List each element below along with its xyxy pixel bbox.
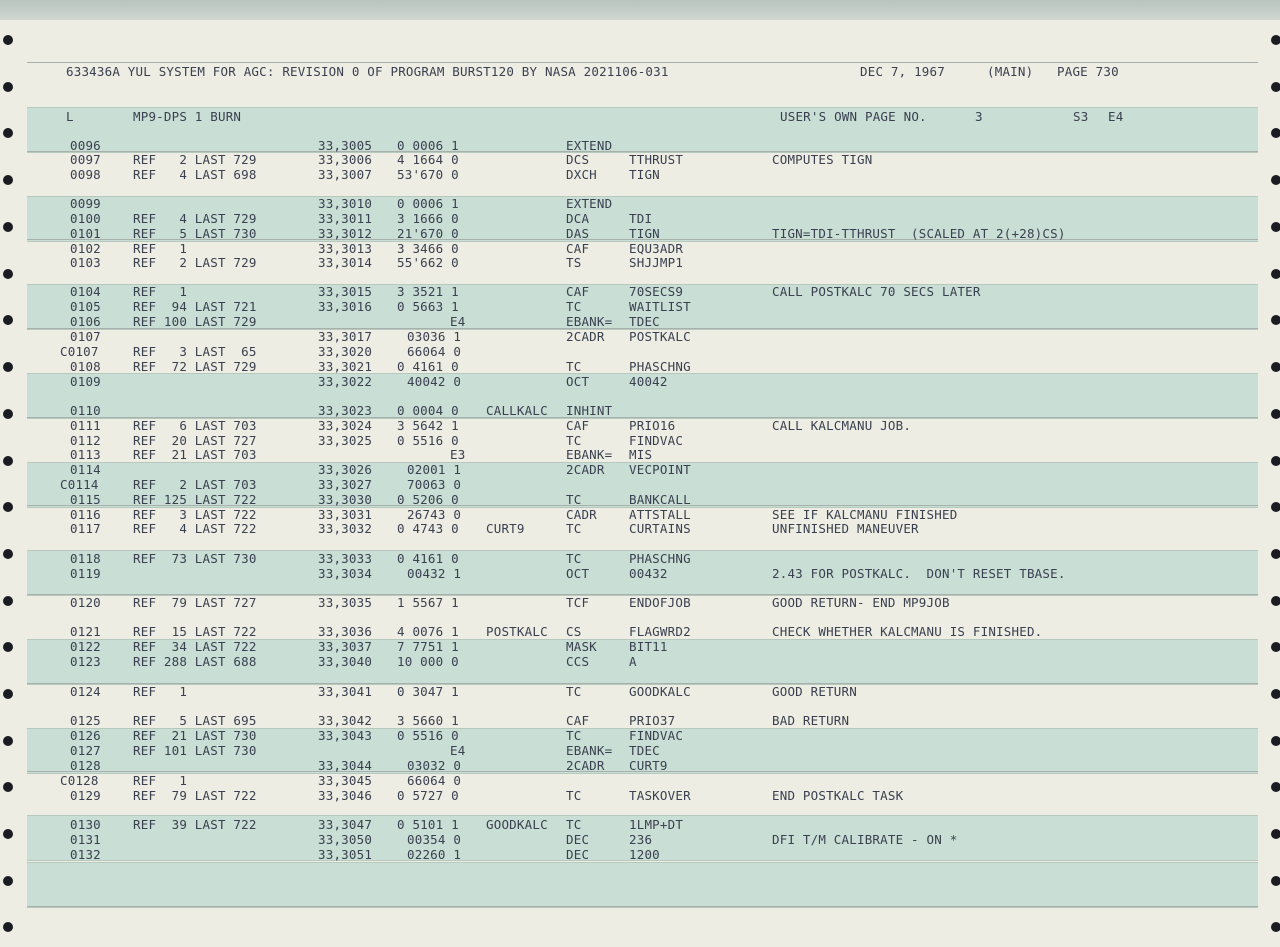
opcode-field: DAS (566, 226, 590, 241)
operand-field: FINDVAC (629, 433, 684, 448)
sprocket-hole (3, 362, 13, 372)
word-field: 0 5516 0 (397, 433, 459, 448)
line-number: C0128 (60, 773, 99, 788)
label-field: CALLKALC (486, 403, 548, 418)
sprocket-hole (3, 549, 13, 559)
opcode-field: TS (566, 255, 582, 270)
address-field: 33,3047 (318, 817, 373, 832)
word-field: 66064 0 (407, 344, 462, 359)
greenbar-band (27, 862, 1258, 908)
operand-field: BIT11 (629, 639, 668, 654)
line-number: 0100 (70, 211, 101, 226)
users-page-number: 3 (975, 109, 983, 124)
sprocket-hole (3, 409, 13, 419)
line-number: 0120 (70, 595, 101, 610)
sprocket-hole (1271, 829, 1280, 839)
line-number: 0123 (70, 654, 101, 669)
line-number: 0115 (70, 492, 101, 507)
address-field: 33,3027 (318, 477, 373, 492)
opcode-field: DCS (566, 152, 590, 167)
operand-field: 40042 (629, 374, 668, 389)
opcode-field: CAF (566, 284, 590, 299)
word-field: 00432 1 (407, 566, 462, 581)
operand-field: PHASCHNG (629, 551, 691, 566)
sprocket-hole (1271, 456, 1280, 466)
sprocket-hole (1271, 128, 1280, 138)
opcode-field: CADR (566, 507, 597, 522)
word-field: 53'670 0 (397, 167, 459, 182)
opcode-field: DEC (566, 847, 590, 862)
word-field: E4 (450, 314, 466, 329)
address-field: 33,3021 (318, 359, 373, 374)
comment-field: GOOD RETURN- END MP9JOB (772, 595, 950, 610)
address-field: 33,3013 (318, 241, 373, 256)
ref-field: REF 21 LAST 730 (133, 728, 257, 743)
opcode-field: TC (566, 684, 582, 699)
address-field: 33,3016 (318, 299, 373, 314)
line-number: 0130 (70, 817, 101, 832)
opcode-field: OCT (566, 374, 590, 389)
ref-field: REF 1 (133, 284, 188, 299)
opcode-field: CAF (566, 713, 590, 728)
operand-field: CURTAINS (629, 521, 691, 536)
address-field: 33,3010 (318, 196, 373, 211)
users-page-label: USER'S OWN PAGE NO. (780, 109, 927, 124)
word-field: 21'670 0 (397, 226, 459, 241)
opcode-field: OCT (566, 566, 590, 581)
word-field: 3 3521 1 (397, 284, 459, 299)
word-field: 55'662 0 (397, 255, 459, 270)
address-field: 33,3042 (318, 713, 373, 728)
opcode-field: TC (566, 433, 582, 448)
address-field: 33,3022 (318, 374, 373, 389)
address-field: 33,3026 (318, 462, 373, 477)
listing-type: L (66, 109, 74, 124)
address-field: 33,3024 (318, 418, 373, 433)
address-field: 33,3045 (318, 773, 373, 788)
opcode-field: CS (566, 624, 582, 639)
sprocket-hole (1271, 876, 1280, 886)
line-number: 0113 (70, 447, 101, 462)
ref-field: REF 34 LAST 722 (133, 639, 257, 654)
comment-field: UNFINISHED MANEUVER (772, 521, 919, 536)
address-field: 33,3043 (318, 728, 373, 743)
operand-field: 1LMP+DT (629, 817, 684, 832)
opcode-field: TC (566, 521, 582, 536)
word-field: 0 4743 0 (397, 521, 459, 536)
operand-field: ENDOFJOB (629, 595, 691, 610)
ref-field: REF 2 LAST 703 (133, 477, 257, 492)
operand-field: 00432 (629, 566, 668, 581)
address-field: 33,3023 (318, 403, 373, 418)
operand-field: GOODKALC (629, 684, 691, 699)
operand-field: 1200 (629, 847, 660, 862)
opcode-field: 2CADR (566, 329, 605, 344)
sprocket-hole (3, 736, 13, 746)
ref-field: REF 3 LAST 722 (133, 507, 257, 522)
opcode-field: TC (566, 817, 582, 832)
operand-field: POSTKALC (629, 329, 691, 344)
line-number: 0097 (70, 152, 101, 167)
operand-field: TIGN (629, 226, 660, 241)
ref-field: REF 21 LAST 703 (133, 447, 257, 462)
address-field: 33,3041 (318, 684, 373, 699)
operand-field: PRIO16 (629, 418, 676, 433)
line-number: C0107 (60, 344, 99, 359)
ref-field: REF 4 LAST 729 (133, 211, 257, 226)
word-field: 3 5660 1 (397, 713, 459, 728)
ref-field: REF 39 LAST 722 (133, 817, 257, 832)
sprocket-hole (1271, 689, 1280, 699)
word-field: 1 5567 1 (397, 595, 459, 610)
line-number: 0124 (70, 684, 101, 699)
ref-field: REF 288 LAST 688 (133, 654, 257, 669)
sprocket-hole (3, 222, 13, 232)
row-rule (27, 906, 1258, 907)
ref-field: REF 72 LAST 729 (133, 359, 257, 374)
sprocket-hole (3, 456, 13, 466)
word-field: 3 5642 1 (397, 418, 459, 433)
address-field: 33,3014 (318, 255, 373, 270)
operand-field: EQU3ADR (629, 241, 684, 256)
sprocket-hole (3, 269, 13, 279)
ref-field: REF 1 (133, 684, 188, 699)
opcode-field: EBANK= (566, 447, 613, 462)
sprocket-hole (3, 502, 13, 512)
sprocket-hole (1271, 922, 1280, 932)
address-field: 33,3040 (318, 654, 373, 669)
sprocket-hole (1271, 82, 1280, 92)
operand-field: TIGN (629, 167, 660, 182)
opcode-field: 2CADR (566, 462, 605, 477)
operand-field: TASKOVER (629, 788, 691, 803)
label-field: GOODKALC (486, 817, 548, 832)
operand-field: ATTSTALL (629, 507, 691, 522)
sprocket-hole (3, 922, 13, 932)
word-field: E4 (450, 743, 466, 758)
word-field: E3 (450, 447, 466, 462)
address-field: 33,3051 (318, 847, 373, 862)
address-field: 33,3012 (318, 226, 373, 241)
line-number: 0121 (70, 624, 101, 639)
operand-field: BANKCALL (629, 492, 691, 507)
line-number: 0132 (70, 847, 101, 862)
line-number: 0112 (70, 433, 101, 448)
operand-field: TDEC (629, 743, 660, 758)
sprocket-hole (1271, 782, 1280, 792)
word-field: 0 5516 0 (397, 728, 459, 743)
comment-field: BAD RETURN (772, 713, 850, 728)
opcode-field: TCF (566, 595, 590, 610)
opcode-field: CAF (566, 241, 590, 256)
sprocket-hole (1271, 642, 1280, 652)
sprocket-hole (1271, 736, 1280, 746)
opcode-field: TC (566, 299, 582, 314)
word-field: 00354 0 (407, 832, 462, 847)
word-field: 0 5727 0 (397, 788, 459, 803)
line-number: 0096 (70, 138, 101, 153)
word-field: 03036 1 (407, 329, 462, 344)
ref-field: REF 94 LAST 721 (133, 299, 257, 314)
sprocket-hole (3, 128, 13, 138)
address-field: 33,3046 (318, 788, 373, 803)
opcode-field: EXTEND (566, 138, 613, 153)
address-field: 33,3044 (318, 758, 373, 773)
sprocket-hole (1271, 596, 1280, 606)
line-number: 0129 (70, 788, 101, 803)
word-field: 40042 0 (407, 374, 462, 389)
word-field: 26743 0 (407, 507, 462, 522)
address-field: 33,3030 (318, 492, 373, 507)
line-number: 0099 (70, 196, 101, 211)
ref-field: REF 1 (133, 773, 188, 788)
row-rule (27, 62, 1258, 63)
ref-field: REF 1 (133, 241, 188, 256)
line-number: 0111 (70, 418, 101, 433)
opcode-field: TC (566, 728, 582, 743)
line-number: 0109 (70, 374, 101, 389)
line-number: 0106 (70, 314, 101, 329)
address-field: 33,3006 (318, 152, 373, 167)
line-number: 0118 (70, 551, 101, 566)
operand-field: CURT9 (629, 758, 668, 773)
operand-field: PRIO37 (629, 713, 676, 728)
operand-field: TTHRUST (629, 152, 684, 167)
line-number: C0114 (60, 477, 99, 492)
opcode-field: CAF (566, 418, 590, 433)
operand-field: 236 (629, 832, 653, 847)
line-number: 0114 (70, 462, 101, 477)
ref-field: REF 125 LAST 722 (133, 492, 257, 507)
sprocket-hole (1271, 35, 1280, 45)
opcode-field: 2CADR (566, 758, 605, 773)
sprocket-hole (3, 175, 13, 185)
operand-field: TDI (629, 211, 653, 226)
address-field: 33,3037 (318, 639, 373, 654)
comment-field: COMPUTES TIGN (772, 152, 873, 167)
line-number: 0119 (70, 566, 101, 581)
listing-title: MP9-DPS 1 BURN (133, 109, 242, 124)
ref-field: REF 5 LAST 730 (133, 226, 257, 241)
operand-field: 70SECS9 (629, 284, 684, 299)
word-field: 02001 1 (407, 462, 462, 477)
opcode-field: EBANK= (566, 314, 613, 329)
comment-field: CHECK WHETHER KALCMANU IS FINISHED. (772, 624, 1043, 639)
line-number: 0098 (70, 167, 101, 182)
label-field: POSTKALC (486, 624, 548, 639)
sprocket-hole (3, 35, 13, 45)
opcode-field: EBANK= (566, 743, 613, 758)
opcode-field: TC (566, 492, 582, 507)
opcode-field: DXCH (566, 167, 597, 182)
paper-top-edge (0, 0, 1280, 20)
comment-field: DFI T/M CALIBRATE - ON * (772, 832, 958, 847)
sprocket-hole (3, 829, 13, 839)
ref-field: REF 20 LAST 727 (133, 433, 257, 448)
address-field: 33,3017 (318, 329, 373, 344)
line-number: 0108 (70, 359, 101, 374)
word-field: 66064 0 (407, 773, 462, 788)
opcode-field: INHINT (566, 403, 613, 418)
word-field: 0 5663 1 (397, 299, 459, 314)
line-number: 0102 (70, 241, 101, 256)
sprocket-hole (1271, 315, 1280, 325)
ref-field: REF 2 LAST 729 (133, 255, 257, 270)
operand-field: A (629, 654, 637, 669)
sprocket-hole (3, 315, 13, 325)
address-field: 33,3034 (318, 566, 373, 581)
address-field: 33,3036 (318, 624, 373, 639)
header-section: (MAIN) (987, 64, 1034, 79)
word-field: 0 0006 1 (397, 138, 459, 153)
line-number: 0116 (70, 507, 101, 522)
sprocket-hole (1271, 222, 1280, 232)
word-field: 0 4161 0 (397, 551, 459, 566)
word-field: 0 0006 1 (397, 196, 459, 211)
sprocket-hole (3, 876, 13, 886)
opcode-field: CCS (566, 654, 590, 669)
address-field: 33,3032 (318, 521, 373, 536)
opcode-field: TC (566, 788, 582, 803)
ref-field: REF 79 LAST 722 (133, 788, 257, 803)
word-field: 10 000 0 (397, 654, 459, 669)
word-field: 03032 0 (407, 758, 462, 773)
line-number: 0107 (70, 329, 101, 344)
header-page: PAGE 730 (1057, 64, 1119, 79)
operand-field: TDEC (629, 314, 660, 329)
word-field: 3 1666 0 (397, 211, 459, 226)
word-field: 3 3466 0 (397, 241, 459, 256)
line-number: 0131 (70, 832, 101, 847)
ref-field: REF 6 LAST 703 (133, 418, 257, 433)
address-field: 33,3015 (318, 284, 373, 299)
sprocket-hole (3, 596, 13, 606)
comment-field: END POSTKALC TASK (772, 788, 904, 803)
address-field: 33,3033 (318, 551, 373, 566)
sprocket-hole (3, 82, 13, 92)
sprocket-hole (3, 689, 13, 699)
code-s3: S3 (1073, 109, 1089, 124)
line-number: 0105 (70, 299, 101, 314)
operand-field: SHJJMP1 (629, 255, 684, 270)
word-field: 4 0076 1 (397, 624, 459, 639)
address-field: 33,3005 (318, 138, 373, 153)
word-field: 7 7751 1 (397, 639, 459, 654)
ref-field: REF 4 LAST 722 (133, 521, 257, 536)
operand-field: FINDVAC (629, 728, 684, 743)
sprocket-hole (1271, 502, 1280, 512)
line-number: 0101 (70, 226, 101, 241)
sprocket-hole (1271, 269, 1280, 279)
opcode-field: MASK (566, 639, 597, 654)
ref-field: REF 101 LAST 730 (133, 743, 257, 758)
ref-field: REF 3 LAST 65 (133, 344, 257, 359)
comment-field: GOOD RETURN (772, 684, 857, 699)
label-field: CURT9 (486, 521, 525, 536)
line-number: 0104 (70, 284, 101, 299)
sprocket-hole (1271, 549, 1280, 559)
opcode-field: TC (566, 551, 582, 566)
address-field: 33,3007 (318, 167, 373, 182)
code-e4: E4 (1108, 109, 1124, 124)
sprocket-hole (1271, 409, 1280, 419)
opcode-field: DEC (566, 832, 590, 847)
ref-field: REF 73 LAST 730 (133, 551, 257, 566)
comment-field: CALL POSTKALC 70 SECS LATER (772, 284, 981, 299)
sprocket-hole (1271, 362, 1280, 372)
word-field: 70063 0 (407, 477, 462, 492)
line-number: 0128 (70, 758, 101, 773)
ref-field: REF 4 LAST 698 (133, 167, 257, 182)
opcode-field: TC (566, 359, 582, 374)
comment-field: 2.43 FOR POSTKALC. DON'T RESET TBASE. (772, 566, 1066, 581)
word-field: 0 5206 0 (397, 492, 459, 507)
ref-field: REF 79 LAST 727 (133, 595, 257, 610)
operand-field: PHASCHNG (629, 359, 691, 374)
comment-field: SEE IF KALCMANU FINISHED (772, 507, 958, 522)
comment-field: TIGN=TDI-TTHRUST (SCALED AT 2(+28)CS) (772, 226, 1066, 241)
line-number: 0126 (70, 728, 101, 743)
word-field: 0 4161 0 (397, 359, 459, 374)
operand-field: MIS (629, 447, 653, 462)
operand-field: VECPOINT (629, 462, 691, 477)
opcode-field: EXTEND (566, 196, 613, 211)
operand-field: FLAGWRD2 (629, 624, 691, 639)
address-field: 33,3050 (318, 832, 373, 847)
word-field: 4 1664 0 (397, 152, 459, 167)
word-field: 0 5101 1 (397, 817, 459, 832)
ref-field: REF 100 LAST 729 (133, 314, 257, 329)
header-title: 633436A YUL SYSTEM FOR AGC: REVISION 0 OF PROGRAM BURST120 BY NASA 2021106-031 (66, 64, 669, 79)
word-field: 0 3047 1 (397, 684, 459, 699)
line-number: 0103 (70, 255, 101, 270)
address-field: 33,3035 (318, 595, 373, 610)
address-field: 33,3025 (318, 433, 373, 448)
line-number: 0125 (70, 713, 101, 728)
address-field: 33,3020 (318, 344, 373, 359)
sprocket-hole (3, 642, 13, 652)
word-field: 02260 1 (407, 847, 462, 862)
ref-field: REF 15 LAST 722 (133, 624, 257, 639)
word-field: 0 0004 0 (397, 403, 459, 418)
address-field: 33,3031 (318, 507, 373, 522)
operand-field: WAITLIST (629, 299, 691, 314)
ref-field: REF 5 LAST 695 (133, 713, 257, 728)
line-number: 0122 (70, 639, 101, 654)
sprocket-hole (1271, 175, 1280, 185)
sprocket-hole (3, 782, 13, 792)
ref-field: REF 2 LAST 729 (133, 152, 257, 167)
line-number: 0110 (70, 403, 101, 418)
line-number: 0127 (70, 743, 101, 758)
comment-field: CALL KALCMANU JOB. (772, 418, 912, 433)
opcode-field: DCA (566, 211, 590, 226)
header-date: DEC 7, 1967 (860, 64, 945, 79)
address-field: 33,3011 (318, 211, 373, 226)
line-number: 0117 (70, 521, 101, 536)
